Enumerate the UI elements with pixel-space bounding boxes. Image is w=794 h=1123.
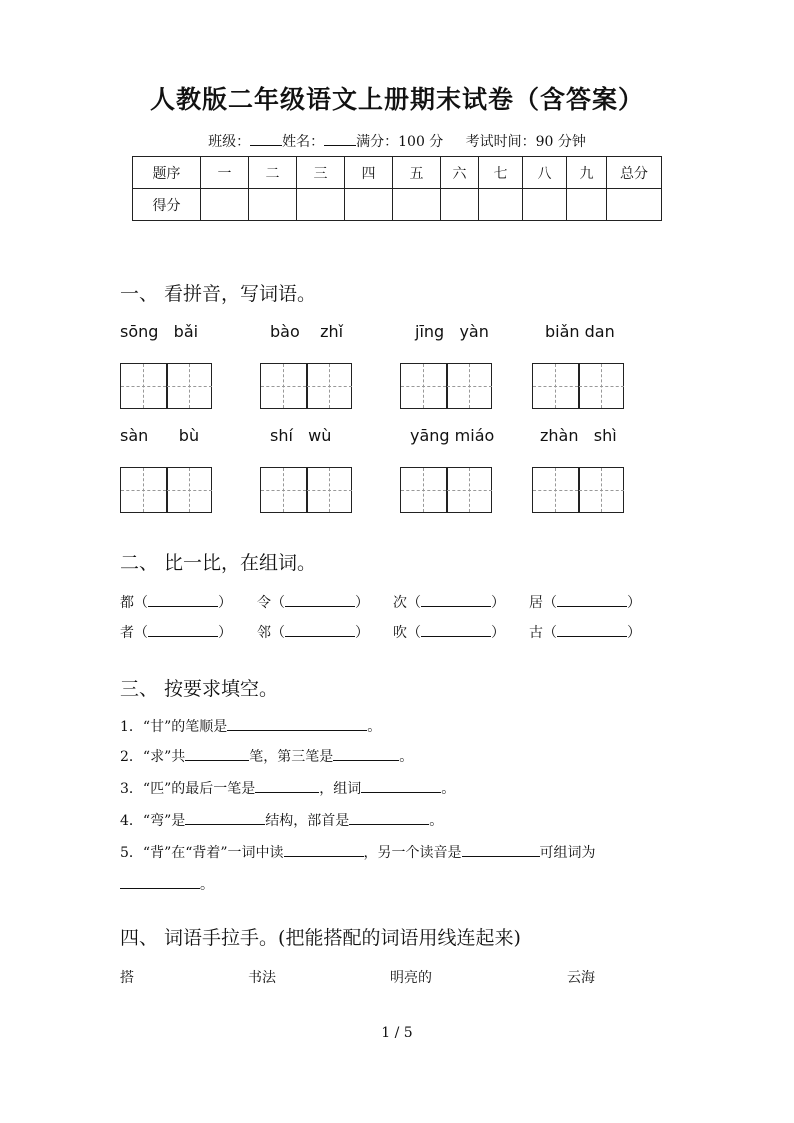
pinyin: yāng miáo bbox=[410, 426, 495, 445]
score-cell[interactable] bbox=[297, 189, 345, 221]
writing-grid[interactable] bbox=[120, 363, 212, 409]
header-cell: 九 bbox=[567, 157, 607, 189]
section4-heading: 四、 词语手拉手。(把能搭配的词语用线连起来) bbox=[120, 927, 521, 949]
pinyin: sàn bù bbox=[120, 426, 200, 445]
writing-grid[interactable] bbox=[532, 467, 624, 513]
header-cell: 四 bbox=[345, 157, 393, 189]
match-word[interactable]: 云海 bbox=[567, 970, 595, 986]
score-cell[interactable] bbox=[567, 189, 607, 221]
writing-grid[interactable] bbox=[260, 467, 352, 513]
question-2: 2．“求”共 笔，第三笔是 。 bbox=[120, 746, 413, 766]
match-word[interactable]: 书法 bbox=[248, 970, 276, 986]
question-5: 5．“背”在“背着”一词中读 ，另一个读音是 可组词为 bbox=[120, 842, 596, 862]
score-cell[interactable] bbox=[201, 189, 249, 221]
compare-item: 都（ ） bbox=[120, 592, 232, 612]
header-cell: 七 bbox=[479, 157, 523, 189]
score-cell[interactable] bbox=[393, 189, 441, 221]
section1-heading: 一、 看拼音，写词语。 bbox=[120, 283, 317, 305]
answer-blank[interactable] bbox=[285, 622, 355, 637]
name-label: 姓名： bbox=[282, 134, 325, 150]
question-5-continued: 。 bbox=[120, 874, 214, 894]
class-blank bbox=[250, 133, 282, 146]
pinyin: biǎn dan bbox=[545, 322, 615, 341]
writing-grid[interactable] bbox=[120, 467, 212, 513]
score-cell[interactable] bbox=[523, 189, 567, 221]
score-cell[interactable] bbox=[607, 189, 662, 221]
writing-grid[interactable] bbox=[532, 363, 624, 409]
answer-blank[interactable] bbox=[120, 874, 200, 889]
header-cell: 题序 bbox=[133, 157, 201, 189]
score-cell[interactable] bbox=[249, 189, 297, 221]
match-word[interactable]: 搭 bbox=[120, 970, 134, 986]
answer-blank[interactable] bbox=[285, 592, 355, 607]
answer-blank[interactable] bbox=[462, 842, 540, 857]
question-3: 3．“匹”的最后一笔是 ，组词 。 bbox=[120, 778, 455, 798]
pinyin: shí wù bbox=[270, 426, 332, 445]
compare-item: 邻（ ） bbox=[257, 622, 369, 642]
section2-heading: 二、 比一比，在组词。 bbox=[120, 552, 317, 574]
header-cell: 一 bbox=[201, 157, 249, 189]
score-cell[interactable] bbox=[441, 189, 479, 221]
score-cell[interactable] bbox=[479, 189, 523, 221]
answer-blank[interactable] bbox=[333, 746, 399, 761]
compare-item: 古（ ） bbox=[529, 622, 641, 642]
answer-blank[interactable] bbox=[284, 842, 364, 857]
compare-item: 居（ ） bbox=[529, 592, 641, 612]
score-table bbox=[132, 156, 662, 221]
writing-grid[interactable] bbox=[260, 363, 352, 409]
score-table-score-row bbox=[133, 189, 662, 221]
answer-blank[interactable] bbox=[421, 622, 491, 637]
pinyin: sōng bǎi bbox=[120, 322, 199, 341]
score-cell[interactable] bbox=[345, 189, 393, 221]
header-cell: 八 bbox=[523, 157, 567, 189]
score-table-header-row bbox=[133, 157, 662, 189]
header-cell: 六 bbox=[441, 157, 479, 189]
answer-blank[interactable] bbox=[227, 716, 367, 731]
pinyin: zhàn shì bbox=[540, 426, 617, 445]
compare-item: 者（ ） bbox=[120, 622, 232, 642]
section3-heading: 三、 按要求填空。 bbox=[120, 678, 279, 700]
page-title: 人教版二年级语文上册期末试卷（含答案） bbox=[149, 85, 644, 114]
compare-item: 令（ ） bbox=[257, 592, 369, 612]
pinyin: bào zhǐ bbox=[270, 322, 344, 341]
answer-blank[interactable] bbox=[185, 810, 265, 825]
header-cell: 三 bbox=[297, 157, 345, 189]
answer-blank[interactable] bbox=[185, 746, 249, 761]
exam-info bbox=[0, 131, 794, 151]
writing-grid[interactable] bbox=[400, 467, 492, 513]
page-number: 1 / 5 bbox=[381, 1025, 413, 1041]
full-score: 满分：100 分 bbox=[356, 134, 444, 150]
pinyin: jīng yàn bbox=[415, 322, 489, 341]
compare-item: 吹（ ） bbox=[393, 622, 505, 642]
answer-blank[interactable] bbox=[255, 778, 319, 793]
answer-blank[interactable] bbox=[557, 592, 627, 607]
answer-blank[interactable] bbox=[148, 622, 218, 637]
header-cell: 二 bbox=[249, 157, 297, 189]
answer-blank[interactable] bbox=[361, 778, 441, 793]
exam-time: 考试时间：90 分钟 bbox=[465, 134, 586, 150]
answer-blank[interactable] bbox=[557, 622, 627, 637]
name-blank bbox=[324, 133, 356, 146]
question-4: 4．“弯”是 结构，部首是 。 bbox=[120, 810, 443, 830]
answer-blank[interactable] bbox=[421, 592, 491, 607]
writing-grid[interactable] bbox=[400, 363, 492, 409]
compare-item: 次（ ） bbox=[393, 592, 505, 612]
question-1: 1．“甘”的笔顺是 。 bbox=[120, 716, 381, 736]
header-cell: 总分 bbox=[607, 157, 662, 189]
class-label: 班级： bbox=[208, 134, 251, 150]
row-label: 得分 bbox=[133, 189, 201, 221]
match-word[interactable]: 明亮的 bbox=[390, 970, 432, 986]
answer-blank[interactable] bbox=[148, 592, 218, 607]
header-cell: 五 bbox=[393, 157, 441, 189]
answer-blank[interactable] bbox=[349, 810, 429, 825]
